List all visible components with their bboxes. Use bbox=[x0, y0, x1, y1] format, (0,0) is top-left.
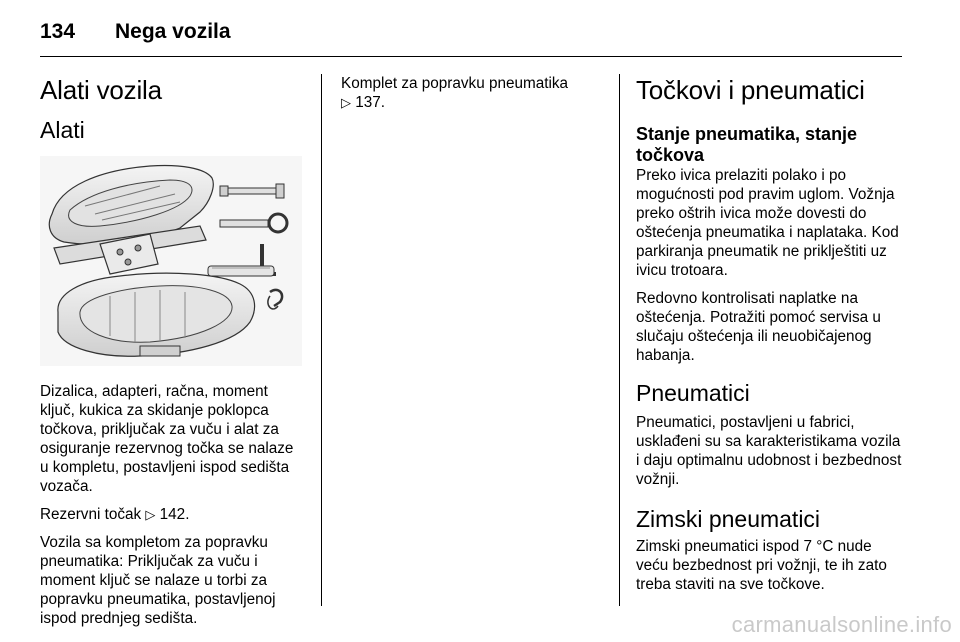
watermark: carmanualsonline.info bbox=[731, 612, 952, 637]
section-title-wheels-tyres: Točkovi i pneumatici bbox=[636, 75, 865, 105]
cross-reference-arrow-icon: ▷ bbox=[341, 95, 351, 110]
tyre-repair-kit-text: Komplet za popravku pneumatika bbox=[341, 75, 569, 92]
column-3 bbox=[636, 74, 906, 603]
column-divider-1 bbox=[321, 74, 322, 606]
tyre-repair-kit-reference bbox=[341, 74, 606, 112]
repair-kit-description: Vozila sa kompletom za popravku pneumatika: Priključak za vuču i moment ključ se nalaze u torbi za popravku pneumatika, postavljenoj ispod prednjeg sedišta. bbox=[40, 534, 276, 627]
page-number: 134 bbox=[40, 20, 76, 43]
cross-reference-arrow-icon: ▷ bbox=[145, 507, 156, 522]
tyre-condition-paragraph-1: Preko ivica prelaziti polako i po mogućnosti pod pravim uglom. Vožnja preko oštrih ivica može dovesti do oštećenja pneumatika i naplataka. Kod parkiranja pneumatik ne priklještiti uz ivicu trotoara. bbox=[636, 167, 899, 279]
tools-illustration-drawing bbox=[40, 156, 302, 366]
subsection-title-tools: Alati bbox=[40, 117, 85, 143]
column-2 bbox=[341, 74, 606, 121]
topic-title-tyres: Pneumatici bbox=[636, 380, 750, 406]
tyre-condition-paragraph-2: Redovno kontrolisati naplatke na oštećenja. Potražiti pomoć servisa u slučaju oštećenja ili neuobičajenog habanja. bbox=[636, 290, 881, 364]
tyre-repair-kit-page-link[interactable]: 137. bbox=[355, 94, 386, 111]
spare-wheel-reference bbox=[40, 505, 306, 524]
column-1 bbox=[40, 74, 306, 637]
spare-wheel-text: Rezervni točak bbox=[40, 506, 142, 523]
topic-title-winter-tyres: Zimski pneumatici bbox=[636, 506, 821, 532]
page-header bbox=[40, 10, 902, 57]
tools-illustration bbox=[40, 156, 302, 366]
column-divider-2 bbox=[619, 74, 620, 606]
topic-title-tyre-condition: Stanje pneumatika, stanje točkova bbox=[636, 124, 858, 165]
section-title-vehicle-tools: Alati vozila bbox=[40, 75, 162, 105]
running-title: Nega vozila bbox=[115, 20, 231, 43]
winter-tyres-paragraph: Zimski pneumatici ispod 7 °C nude veću bezbednost pri vožnji, te ih zato treba staviti na sve točkove. bbox=[636, 538, 887, 593]
tools-description: Dizalica, adapteri, račna, moment ključ, kukica za skidanje poklopca točkova, priključak za vuču i alat za osiguranje rezervnog točka se nalaze u kompletu, postavljeni ispod sedišta vozača. bbox=[40, 383, 294, 495]
tyres-paragraph: Pneumatici, postavljeni u fabrici, usklađeni su sa karakteristikama vozila i daju optimalnu udobnost i bezbednost vožnji. bbox=[636, 414, 902, 488]
spare-wheel-page-link[interactable]: 142. bbox=[159, 506, 190, 523]
